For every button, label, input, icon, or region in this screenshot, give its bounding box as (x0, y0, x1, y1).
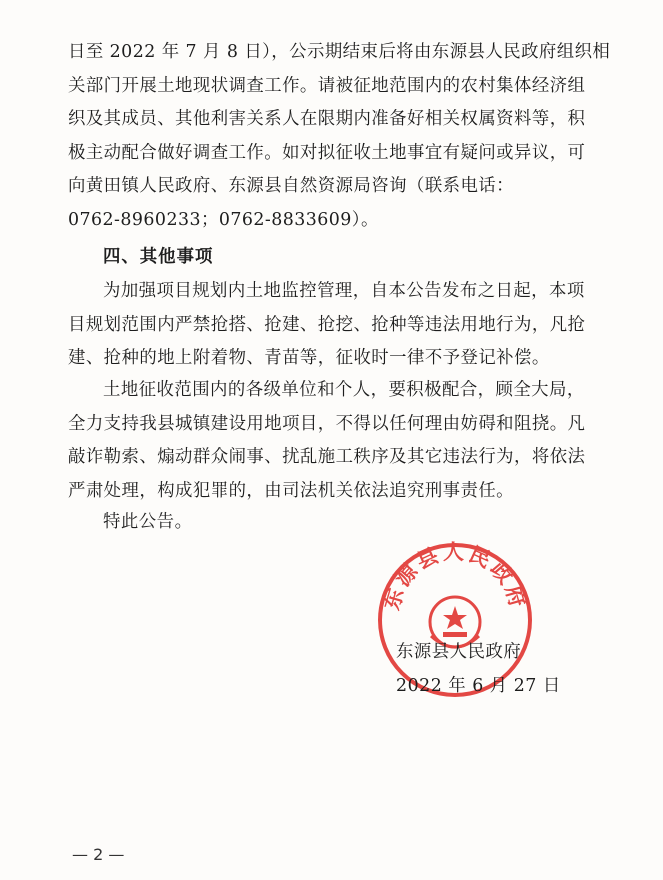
section-heading: 四、其他事项 (103, 247, 214, 267)
seal-text: 东源县人民政府 (379, 540, 531, 613)
text-line: 织及其成员、其他利害关系人在限期内准备好相关权属资料等，积 (68, 109, 586, 129)
text-line: 0762-8960233；0762-8833609）。 (68, 209, 379, 230)
text-line: 目规划范围内严禁抢搭、抢建、抢挖、抢种等违法用地行为，凡抢 (68, 314, 586, 335)
text-line: 建、抢种的地上附着物、青苗等，征收时一律不予登记补偿。 (68, 348, 550, 368)
text-line: 日至 2022 年 7 月 8 日），公示期结束后将由东源县人民政府组织相 (68, 42, 611, 62)
text-line: 关部门开展土地现状调查工作。请被征地范围内的农村集体经济组 (68, 75, 586, 96)
paragraph-land-control (68, 275, 616, 376)
text-line: 向黄田镇人民政府、东源县自然资源局咨询（联系电话： (68, 176, 515, 196)
paragraph-cooperation (68, 374, 616, 508)
text-line: 极主动配合做好调查工作。如对拟征收土地事宜有疑问或异议，可 (68, 142, 586, 163)
text-line: 敲诈勒索、煽动群众闹事、扰乱施工秩序及其它违法行为，将依法 (68, 447, 586, 467)
text-line: 土地征收范围内的各级单位和个人，要积极配合，顾全大局， (103, 380, 585, 400)
text-line: 为加强项目规划内土地监控管理，自本公告发布之日起，本项 (103, 281, 585, 301)
closing-text: 特此公告。 (103, 512, 193, 532)
signature-org: 东源县人民政府 (396, 642, 522, 662)
page-number: — 2 — (72, 845, 125, 864)
paragraph-survey-notice (68, 36, 616, 237)
text-line: 严肃处理，构成犯罪的，由司法机关依法追究刑事责任。 (68, 480, 515, 501)
signature-date: 2022 年 6 月 27 日 (396, 676, 561, 696)
text-line: 全力支持我县城镇建设用地项目，不得以任何理由妨碍和阻挠。凡 (68, 413, 586, 434)
